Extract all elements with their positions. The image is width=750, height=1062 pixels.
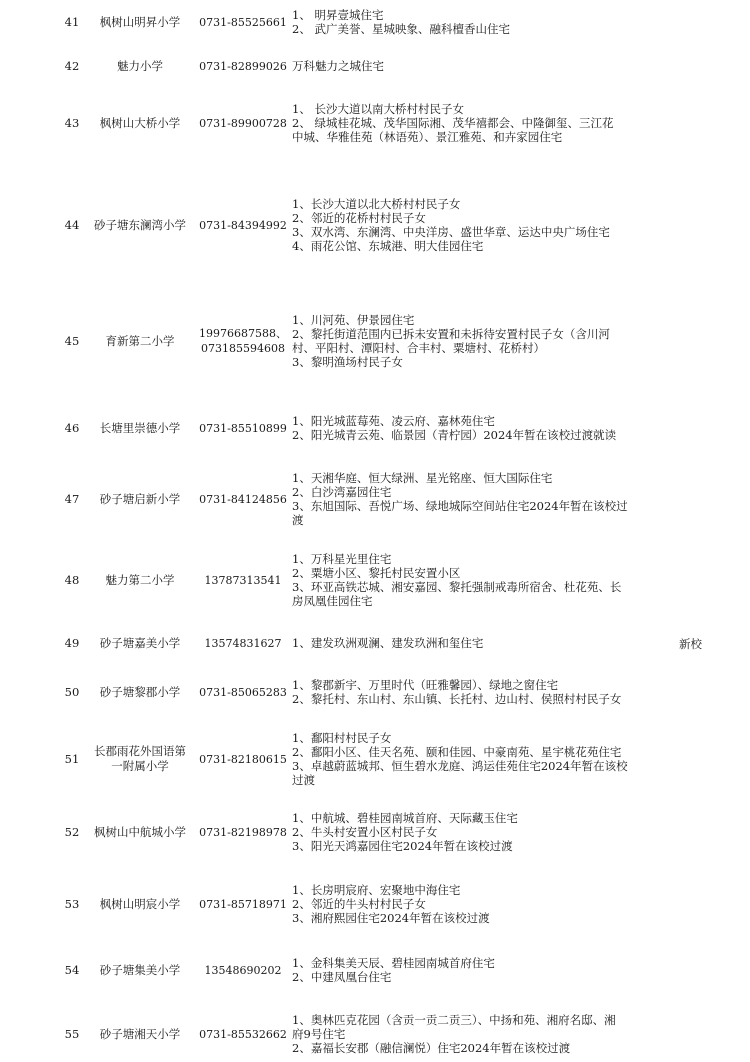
school-name	[86, 825, 194, 840]
row-number: 41	[64, 14, 80, 29]
phone-number-line: 0731-85065283	[199, 685, 287, 699]
phone-number-line: 0731-85532662	[199, 1027, 287, 1041]
enrollment-area-line: 2、黎托村、东山村、东山镇、长托村、边山村、侯照村村民子女	[292, 692, 622, 706]
school-name-line: 一附属小学	[111, 759, 169, 773]
enrollment-area-line: 府9号住宅	[292, 1026, 346, 1041]
enrollment-area-line: 1、 长沙大道以南大桥村村民子女	[292, 101, 464, 116]
row-number: 55	[64, 1026, 80, 1041]
phone-number-line: 0731-84394992	[199, 218, 287, 232]
phone-number	[196, 963, 290, 978]
phone-number	[196, 492, 290, 507]
phone-number	[196, 15, 290, 30]
enrollment-area	[292, 883, 652, 926]
enrollment-area-line: 2、邻近的花桥村村民子女	[292, 210, 426, 225]
row-number: 54	[64, 962, 80, 977]
enrollment-area-line: 中城、华雅佳苑（林语苑）、景江雅苑、和卉家园住宅	[292, 130, 563, 145]
enrollment-area	[292, 731, 652, 788]
school-name	[86, 636, 194, 651]
enrollment-area-line: 3、双水湾、东澜湾、中央洋房、盛世华章、运达中央广场住宅	[292, 225, 610, 239]
enrollment-area-line: 1、鄱阳村村民子女	[292, 730, 392, 745]
phone-number	[196, 326, 290, 356]
phone-number	[196, 685, 290, 700]
phone-number	[196, 421, 290, 436]
phone-number-line: 0731-82180615	[199, 752, 287, 766]
enrollment-area-line: 3、湘府熙园住宅2024年暂在该校过渡	[292, 911, 490, 926]
enrollment-area	[292, 471, 652, 528]
enrollment-area	[292, 197, 652, 254]
enrollment-area	[292, 636, 652, 650]
school-name	[86, 1027, 194, 1042]
row-number: 49	[64, 635, 80, 650]
phone-number	[196, 116, 290, 131]
enrollment-area-line: 1、阳光城蓝莓苑、凌云府、嘉林苑住宅	[292, 413, 495, 428]
row-number: 48	[64, 572, 80, 587]
phone-number-line: 0731-82198978	[199, 825, 287, 839]
enrollment-area	[292, 102, 652, 145]
row-number: 45	[64, 333, 80, 348]
school-name	[86, 421, 194, 436]
enrollment-area	[292, 811, 652, 854]
enrollment-area-line: 1、长沙大道以北大桥村村民子女	[292, 196, 461, 211]
school-name	[86, 116, 194, 131]
enrollment-area-line: 3、东旭国际、吾悦广场、绿地城际空间站住宅2024年暂在该校过	[292, 499, 628, 513]
enrollment-area-line: 1、万科星光里住宅	[292, 551, 392, 566]
enrollment-area-line: 1、天湘华庭、恒大绿洲、星光铭座、恒大国际住宅	[292, 470, 553, 485]
phone-number	[196, 59, 290, 74]
enrollment-area-line: 村、平阳村、潭阳村、合丰村、粟塘村、花桥村）	[292, 341, 545, 355]
phone-number-line: 0731-84124856	[199, 492, 287, 506]
school-name-line: 砂子塘启新小学	[99, 491, 181, 506]
school-name-line: 枫树山大桥小学	[99, 115, 181, 130]
row-number: 50	[64, 684, 80, 699]
phone-number	[196, 825, 290, 840]
phone-number-line: 13787313541	[204, 573, 282, 587]
school-name-line: 长塘里崇德小学	[99, 420, 181, 435]
enrollment-area	[292, 1013, 652, 1056]
phone-number-line: 073185594608	[201, 342, 285, 355]
row-number: 52	[64, 824, 80, 839]
enrollment-area	[292, 678, 652, 706]
school-name	[86, 744, 194, 774]
enrollment-area-line: 2、粟塘小区、黎托村民安置小区	[292, 565, 461, 580]
enrollment-area-line: 4、雨花公馆、东城港、明大佳园住宅	[292, 239, 484, 254]
row-number: 51	[64, 751, 80, 766]
school-name	[86, 573, 194, 588]
school-name	[86, 218, 194, 233]
enrollment-area-line: 过渡	[292, 773, 315, 788]
school-name-line: 枫树山明昇小学	[99, 14, 181, 29]
school-name-line: 砂子塘湘天小学	[99, 1026, 181, 1041]
school-name-line: 育新第二小学	[105, 333, 175, 348]
enrollment-area-line: 2、黎托街道范围内已拆未安置和未拆待安置村民子女（含川河	[292, 326, 610, 341]
phone-number-line: 0731-85525661	[199, 15, 287, 29]
school-name-line: 砂子塘黎郡小学	[99, 684, 181, 699]
enrollment-area-line: 1、长房明宸府、宏聚地中海住宅	[292, 882, 461, 897]
school-name-line: 魅力小学	[117, 58, 163, 73]
enrollment-area-line: 2、白沙湾嘉园住宅	[292, 484, 392, 499]
note: 新校	[679, 636, 702, 651]
enrollment-area-line: 2、鄱阳小区、佳天名苑、颐和佳园、中豪南苑、星宇桃花苑住宅	[292, 744, 622, 759]
school-name	[86, 685, 194, 700]
enrollment-area-line: 1、黎郡新宇、万里时代（旺雅馨园）、绿地之窗住宅	[292, 677, 559, 692]
enrollment-area-line: 2、牛头村安置小区村民子女	[292, 824, 438, 839]
phone-number-line: 13548690202	[204, 963, 282, 977]
school-name	[86, 15, 194, 30]
school-name	[86, 492, 194, 507]
phone-number-line: 19976687588、	[199, 327, 287, 340]
enrollment-area-line: 3、环亚高铁芯城、湘安嘉园、黎托强制戒毒所宿舍、杜花苑、长	[292, 580, 622, 594]
enrollment-area-line: 3、黎明渔场村民子女	[292, 355, 403, 370]
row-number: 47	[64, 491, 80, 506]
enrollment-area	[292, 552, 652, 609]
phone-number	[196, 573, 290, 588]
school-name-line: 枫树山明宸小学	[99, 896, 181, 911]
phone-number	[196, 897, 290, 912]
school-name	[86, 334, 194, 349]
enrollment-area-line: 3、阳光天鸿嘉园住宅2024年暂在该校过渡	[292, 839, 513, 854]
school-name-line: 砂子塘东澜湾小学	[94, 217, 186, 232]
enrollment-area-line: 2、阳光城青云苑、临景园（青柠园）2024年暂在该校过渡就读	[292, 428, 617, 442]
phone-number	[196, 752, 290, 767]
phone-number	[196, 1027, 290, 1042]
enrollment-area-line: 1、金科集美天辰、碧桂园南城首府住宅	[292, 955, 495, 970]
phone-number-line: 0731-89900728	[199, 116, 287, 130]
enrollment-area-line: 2、中建凤凰台住宅	[292, 970, 392, 984]
enrollment-area-line: 2、嘉福长安郡（融信澜悦）住宅2024年暂在该校过渡	[292, 1041, 571, 1056]
enrollment-area-line: 渡	[292, 513, 304, 528]
phone-number-line: 0731-85718971	[199, 897, 287, 911]
school-name-line: 枫树山中航城小学	[94, 824, 186, 839]
school-name	[86, 963, 194, 978]
enrollment-area-line: 1、川河苑、伊景园住宅	[292, 312, 415, 327]
enrollment-area-line: 1、建发玖洲观澜、建发玖洲和玺住宅	[292, 635, 484, 650]
enrollment-area-line: 1、中航城、碧桂园南城首府、天际藏玉住宅	[292, 810, 518, 825]
enrollment-area	[292, 59, 652, 73]
school-name	[86, 897, 194, 912]
enrollment-area-line: 2、 武广美誉、星城映象、融科檀香山住宅	[292, 22, 510, 36]
enrollment-area-line: 2、邻近的牛头村村民子女	[292, 896, 426, 911]
school-name-line: 砂子塘集美小学	[99, 962, 181, 977]
row-number: 43	[64, 115, 80, 130]
row-number: 53	[64, 896, 80, 911]
enrollment-area-line: 1、奥林匹克花园（含贡一贡二贡三）、中扬和苑、湘府名邸、湘	[292, 1012, 616, 1027]
enrollment-area	[292, 313, 652, 370]
enrollment-area-line: 1、 明昇壹城住宅	[292, 7, 384, 22]
row-number: 46	[64, 420, 80, 435]
phone-number	[196, 636, 290, 651]
phone-number-line: 0731-85510899	[199, 421, 287, 435]
enrollment-area	[292, 956, 652, 984]
enrollment-area-line: 2、 绿城桂花城、茂华国际湘、茂华禧都会、中隆御玺、三江花	[292, 115, 614, 130]
phone-number-line: 13574831627	[204, 636, 282, 650]
phone-number-line: 0731-82899026	[199, 59, 287, 73]
school-name	[86, 59, 194, 74]
enrollment-area-line: 房凤凰佳园住宅	[292, 594, 373, 609]
enrollment-area-line: 万科魅力之城住宅	[292, 58, 384, 73]
school-name-line: 魅力第二小学	[105, 572, 175, 587]
enrollment-area	[292, 414, 652, 442]
school-name-line: 长郡雨花外国语第	[94, 744, 186, 758]
school-name-line: 砂子塘嘉美小学	[99, 635, 181, 650]
enrollment-area	[292, 8, 652, 36]
enrollment-area-line: 3、卓越蔚蓝城邦、恒生碧水龙庭、鸿运佳苑住宅2024年暂在该校	[292, 759, 628, 773]
row-number: 44	[64, 217, 80, 232]
row-number: 42	[64, 58, 80, 73]
phone-number	[196, 218, 290, 233]
